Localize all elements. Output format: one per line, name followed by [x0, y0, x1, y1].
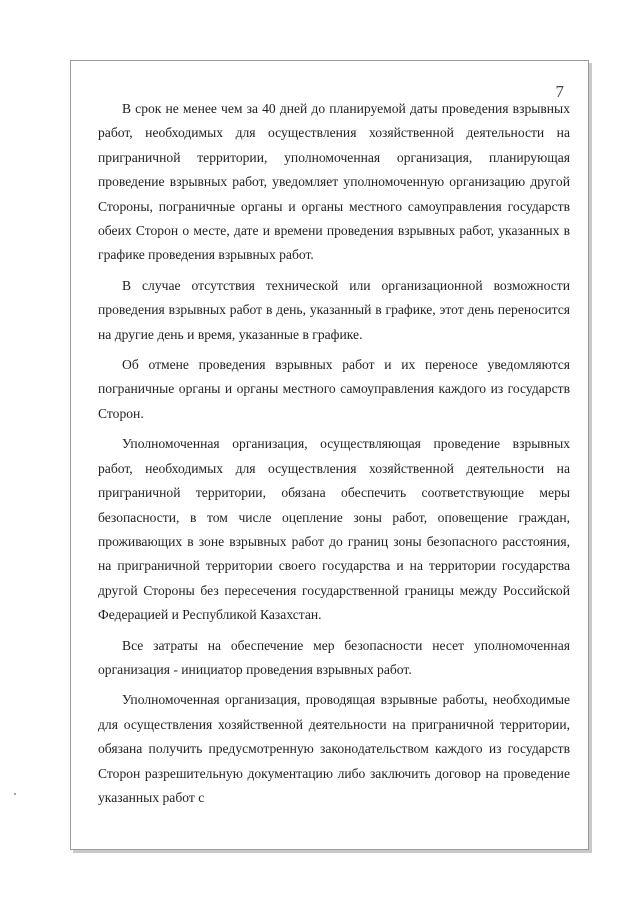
paragraph-rescheduling: В случае отсутствия технической или организационной возможности проведения взрывных работ в день, указанный в графике, этот день переносится на другие день и время, указанные в графике. [98, 277, 570, 342]
paragraph-safety-measures: Уполномоченная организация, осуществляющая проведение взрывных работ, необходимых для осуществления хозяйственной деятельности на приграничной территории, обязана обеспечить соответствующие меры безопасности, в том числе оцепление зоны работ, оповещение граждан, проживающих в зоне взрывных работ до границ зоны безопасного расстояния, на приграничной территории своего государства и на территории государства другой Стороны без пересечения государственной границы между Российской Федерацией и Республикой Казахстан. [98, 436, 570, 623]
paragraph-permits: Уполномоченная организация, проводящая взрывные работы, необходимые для осуществления хозяйственной деятельности на приграничной территории, обязана получить предусмотренную законодательством каждого из государств Сторон разрешительную документацию либо заключить договор на проведение указанных работ с [98, 692, 570, 805]
page-number: 7 [555, 82, 564, 101]
scan-speck [14, 793, 16, 795]
paragraph-cancellation: Об отмене проведения взрывных работ и их переносе уведомляются пограничные органы и органы местного самоуправления каждого из государств Сторон. [98, 357, 570, 421]
paragraph-notification-deadline: В срок не менее чем за 40 дней до планируемой даты проведения взрывных работ, необходимых для осуществления хозяйственной деятельности на приграничной территории, уполномоченная организация, планирующая проведение взрывных работ, уведомляет уполномоченную организацию другой Стороны, пограничные органы и органы местного самоуправления государств обеих Сторон о месте, дате и времени проведения взрывных работ, указанных в графике проведения взрывных работ. [98, 101, 570, 263]
document-body [98, 97, 570, 816]
paragraph-costs: Все затраты на обеспечение мер безопасности несет уполномоченная организация - инициатор проведения взрывных работ. [98, 637, 570, 677]
